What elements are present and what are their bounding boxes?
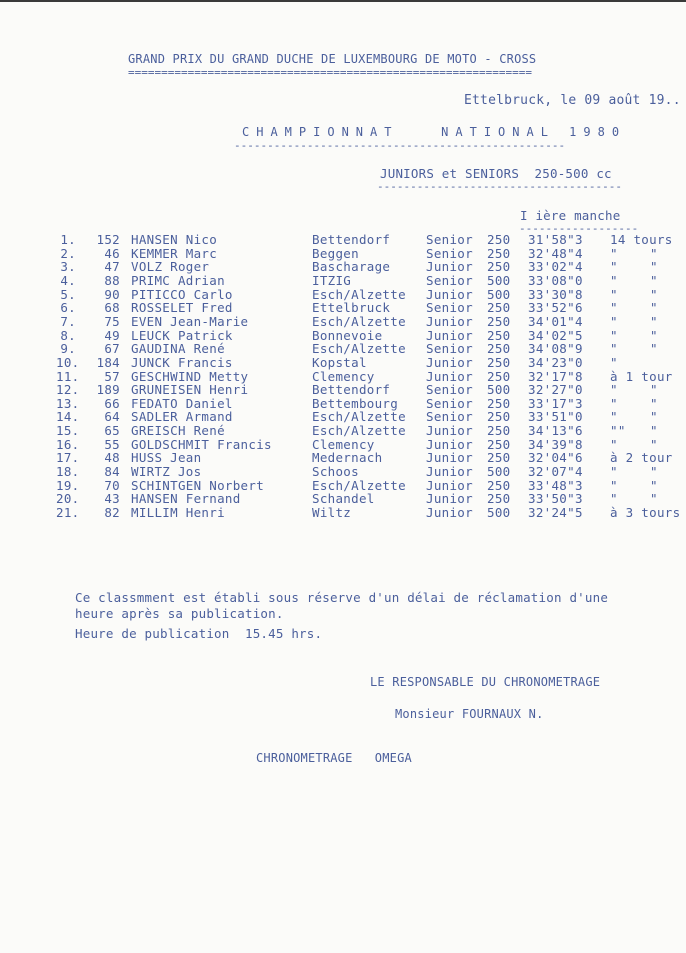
heat-title: I ière manche xyxy=(520,208,621,223)
result-rank: 16. xyxy=(56,436,80,452)
result-rank: 12. xyxy=(56,382,80,398)
championship-underline: -------------------------------------------------- xyxy=(234,139,566,152)
result-row xyxy=(0,246,686,260)
result-row xyxy=(0,409,686,423)
result-rank: 11. xyxy=(56,368,80,384)
result-club: Clemency xyxy=(312,368,375,384)
result-category: Junior xyxy=(426,477,473,493)
result-number: 66 xyxy=(104,395,120,411)
result-number: 67 xyxy=(104,341,120,357)
result-club: Bettendorf xyxy=(312,382,391,398)
result-rider: EVEN Jean-Marie xyxy=(131,313,249,329)
result-rider: FEDATO Daniel xyxy=(131,395,233,411)
result-laps: " xyxy=(610,464,618,480)
result-number: 48 xyxy=(104,450,120,466)
result-cc: 500 xyxy=(487,464,511,480)
result-time: 33'30"8 xyxy=(528,286,583,302)
result-number: 46 xyxy=(104,245,120,261)
result-club: Esch/Alzette xyxy=(312,313,406,329)
result-category: Junior xyxy=(426,286,473,302)
result-rider: LEUCK Patrick xyxy=(131,327,233,343)
result-rank: 10. xyxy=(56,354,80,370)
result-laps: " xyxy=(610,313,618,329)
result-row xyxy=(0,478,686,492)
result-cc: 250 xyxy=(487,232,511,247)
result-cc: 250 xyxy=(487,423,511,439)
result-cc: 250 xyxy=(487,477,511,493)
result-number: 57 xyxy=(104,368,120,384)
result-number: 75 xyxy=(104,313,120,329)
result-laps: " xyxy=(610,245,618,261)
result-club: Clemency xyxy=(312,436,375,452)
signatory: Monsieur FOURNAUX N. xyxy=(395,707,544,721)
result-rider: GAUDINA René xyxy=(131,341,225,357)
result-number: 189 xyxy=(96,382,120,398)
result-laps: " xyxy=(610,382,618,398)
result-club: Schandel xyxy=(312,491,375,507)
result-rank: 17. xyxy=(56,450,80,466)
result-cc: 250 xyxy=(487,450,511,466)
result-rider: JUNCK Francis xyxy=(131,354,233,370)
result-category: Junior xyxy=(426,368,473,384)
result-rank: 19. xyxy=(56,477,80,493)
result-time: 34'23"0 xyxy=(528,354,583,370)
timing-responsible: LE RESPONSABLE DU CHRONOMETRAGE xyxy=(370,675,601,689)
result-rider: MILLIM Henri xyxy=(131,505,225,520)
result-row xyxy=(0,314,686,328)
result-laps: " xyxy=(610,300,618,316)
result-category: Senior xyxy=(426,272,473,288)
result-category: Junior xyxy=(426,464,473,480)
result-club: Kopstal xyxy=(312,354,367,370)
result-laps: " xyxy=(610,354,618,370)
reserve-note-line1: Ce classmment est établi sous réserve d'un délai de réclamation d'une xyxy=(75,590,609,605)
result-rank: 18. xyxy=(56,464,80,480)
result-cc: 250 xyxy=(487,491,511,507)
result-row xyxy=(0,300,686,314)
result-club: Esch/Alzette xyxy=(312,409,406,425)
result-rank: 20. xyxy=(56,491,80,507)
result-laps-ditto: " xyxy=(650,300,658,316)
result-club: Beggen xyxy=(312,245,359,261)
result-time: 34'02"5 xyxy=(528,327,583,343)
result-laps-ditto: " xyxy=(650,395,658,411)
result-laps: " xyxy=(610,286,618,302)
result-club: Bettembourg xyxy=(312,395,399,411)
result-number: 184 xyxy=(96,354,120,370)
result-laps: à 2 tour xyxy=(610,450,673,466)
result-rank: 7. xyxy=(60,313,76,329)
result-time: 32'04"6 xyxy=(528,450,583,466)
result-time: 34'01"4 xyxy=(528,313,583,329)
publication-time: Heure de publication 15.45 hrs. xyxy=(75,626,323,641)
result-rider: KEMMER Marc xyxy=(131,245,218,261)
result-row xyxy=(0,287,686,301)
result-cc: 500 xyxy=(487,382,511,398)
result-rank: 14. xyxy=(56,409,80,425)
result-laps-ditto: " xyxy=(650,245,658,261)
result-cc: 250 xyxy=(487,395,511,411)
class-title: JUNIORS et SENIORS 250-500 cc xyxy=(380,166,612,181)
result-cc: 250 xyxy=(487,300,511,316)
result-category: Junior xyxy=(426,259,473,275)
result-number: 82 xyxy=(104,505,120,520)
result-rider: GRUNEISEN Henri xyxy=(131,382,249,398)
result-category: Senior xyxy=(426,245,473,261)
result-category: Senior xyxy=(426,341,473,357)
result-row xyxy=(0,505,686,519)
result-row xyxy=(0,232,686,246)
result-laps-ditto: " xyxy=(650,341,658,357)
result-number: 152 xyxy=(96,232,120,247)
championship-title: CHAMPIONNAT NATIONAL 1980 xyxy=(242,125,627,139)
result-time: 32'24"5 xyxy=(528,505,583,520)
result-rank: 5. xyxy=(60,286,76,302)
result-rider: PITICCO Carlo xyxy=(131,286,233,302)
result-category: Senior xyxy=(426,395,473,411)
result-number: 88 xyxy=(104,272,120,288)
result-laps: " xyxy=(610,477,618,493)
result-club: Medernach xyxy=(312,450,383,466)
result-cc: 250 xyxy=(487,354,511,370)
result-laps: "" xyxy=(610,423,626,439)
result-rider: SCHINTGEN Norbert xyxy=(131,477,265,493)
class-underline: ------------------------------------- xyxy=(377,180,623,193)
result-club: Bettendorf xyxy=(312,232,391,247)
result-cc: 500 xyxy=(487,286,511,302)
result-rider: WIRTZ Jos xyxy=(131,464,202,480)
result-time: 31'58"3 xyxy=(528,232,583,247)
result-laps: " xyxy=(610,259,618,275)
result-laps: " xyxy=(610,341,618,357)
result-category: Senior xyxy=(426,409,473,425)
result-cc: 500 xyxy=(487,505,511,520)
result-time: 33'48"3 xyxy=(528,477,583,493)
result-rank: 13. xyxy=(56,395,80,411)
result-category: Junior xyxy=(426,423,473,439)
result-row xyxy=(0,396,686,410)
result-row xyxy=(0,328,686,342)
result-row xyxy=(0,437,686,451)
result-rank: 4. xyxy=(60,272,76,288)
result-club: Ettelbruck xyxy=(312,300,391,316)
result-cc: 250 xyxy=(487,313,511,329)
result-row xyxy=(0,450,686,464)
result-laps: à 1 tour xyxy=(610,368,673,384)
result-number: 65 xyxy=(104,423,120,439)
result-row xyxy=(0,259,686,273)
result-number: 47 xyxy=(104,259,120,275)
result-rider: GREISCH René xyxy=(131,423,225,439)
result-category: Senior xyxy=(426,300,473,316)
result-cc: 250 xyxy=(487,245,511,261)
result-time: 33'51"0 xyxy=(528,409,583,425)
result-time: 34'39"8 xyxy=(528,436,583,452)
result-cc: 500 xyxy=(487,272,511,288)
result-laps-ditto: " xyxy=(650,464,658,480)
result-rank: 3. xyxy=(60,259,76,275)
result-number: 68 xyxy=(104,300,120,316)
result-row xyxy=(0,369,686,383)
result-laps-ditto: " xyxy=(650,423,658,439)
result-laps-ditto: " xyxy=(650,477,658,493)
result-rank: 15. xyxy=(56,423,80,439)
result-row xyxy=(0,382,686,396)
result-laps: 14 tours xyxy=(610,232,673,247)
result-rank: 9. xyxy=(60,341,76,357)
result-category: Senior xyxy=(426,232,473,247)
result-club: Schoos xyxy=(312,464,359,480)
result-category: Junior xyxy=(426,491,473,507)
result-cc: 250 xyxy=(487,341,511,357)
place-date: Ettelbruck, le 09 août 19.. xyxy=(464,93,681,108)
heat-underline: ------------------ xyxy=(519,222,639,235)
result-laps-ditto: " xyxy=(650,436,658,452)
result-category: Junior xyxy=(426,354,473,370)
result-cc: 250 xyxy=(487,368,511,384)
result-rider: PRIMC Adrian xyxy=(131,272,225,288)
result-number: 49 xyxy=(104,327,120,343)
result-number: 43 xyxy=(104,491,120,507)
result-club: ITZIG xyxy=(312,272,352,288)
result-laps: " xyxy=(610,272,618,288)
result-club: Bonnevoie xyxy=(312,327,383,343)
result-laps: " xyxy=(610,327,618,343)
result-time: 33'02"4 xyxy=(528,259,583,275)
result-category: Junior xyxy=(426,505,473,520)
result-category: Senior xyxy=(426,382,473,398)
result-time: 32'48"4 xyxy=(528,245,583,261)
result-laps-ditto: " xyxy=(650,272,658,288)
result-laps: à 3 tours xyxy=(610,505,681,520)
result-row xyxy=(0,355,686,369)
result-number: 64 xyxy=(104,409,120,425)
result-time: 33'08"0 xyxy=(528,272,583,288)
result-time: 33'50"3 xyxy=(528,491,583,507)
result-time: 32'17"8 xyxy=(528,368,583,384)
result-number: 70 xyxy=(104,477,120,493)
result-row xyxy=(0,464,686,478)
result-time: 34'08"9 xyxy=(528,341,583,357)
page-edge xyxy=(0,0,686,2)
result-category: Junior xyxy=(426,313,473,329)
result-rank: 6. xyxy=(60,300,76,316)
result-rank: 1. xyxy=(60,232,76,247)
result-rider: HANSEN Nico xyxy=(131,232,218,247)
result-rider: GOLDSCHMIT Francis xyxy=(131,436,272,452)
result-laps: " xyxy=(610,395,618,411)
result-rider: HANSEN Fernand xyxy=(131,491,241,507)
result-laps-ditto: " xyxy=(650,409,658,425)
result-laps-ditto: " xyxy=(650,491,658,507)
result-cc: 250 xyxy=(487,436,511,452)
result-club: Wiltz xyxy=(312,505,352,520)
result-cc: 250 xyxy=(487,259,511,275)
result-laps-ditto: " xyxy=(650,313,658,329)
result-time: 33'52"6 xyxy=(528,300,583,316)
result-rank: 2. xyxy=(60,245,76,261)
result-time: 34'13"6 xyxy=(528,423,583,439)
result-laps: " xyxy=(610,436,618,452)
reserve-note-line2: heure après sa publication. xyxy=(75,606,284,621)
result-time: 32'07"4 xyxy=(528,464,583,480)
result-row xyxy=(0,423,686,437)
result-time: 32'27"0 xyxy=(528,382,583,398)
result-row xyxy=(0,341,686,355)
result-club: Esch/Alzette xyxy=(312,477,406,493)
result-row xyxy=(0,491,686,505)
result-laps-ditto: " xyxy=(650,259,658,275)
result-category: Junior xyxy=(426,436,473,452)
result-club: Esch/Alzette xyxy=(312,341,406,357)
result-cc: 250 xyxy=(487,409,511,425)
result-number: 90 xyxy=(104,286,120,302)
result-rider: ROSSELET Fred xyxy=(131,300,233,316)
result-time: 33'17"3 xyxy=(528,395,583,411)
result-laps: " xyxy=(610,491,618,507)
result-rider: HUSS Jean xyxy=(131,450,202,466)
result-laps-ditto: " xyxy=(650,327,658,343)
result-number: 84 xyxy=(104,464,120,480)
result-rank: 21. xyxy=(56,505,80,520)
event-title: GRAND PRIX DU GRAND DUCHE DE LUXEMBOURG DE MOTO - CROSS xyxy=(128,52,537,66)
result-club: Bascharage xyxy=(312,259,391,275)
result-row xyxy=(0,273,686,287)
result-category: Junior xyxy=(426,327,473,343)
result-cc: 250 xyxy=(487,327,511,343)
result-rider: VOLZ Roger xyxy=(131,259,210,275)
result-category: Junior xyxy=(426,450,473,466)
timing-provider: CHRONOMETRAGE OMEGA xyxy=(256,751,412,765)
result-club: Esch/Alzette xyxy=(312,423,406,439)
result-number: 55 xyxy=(104,436,120,452)
result-rider: GESCHWIND Metty xyxy=(131,368,249,384)
event-title-underline: ============================================================= xyxy=(128,66,532,79)
result-laps-ditto: " xyxy=(650,382,658,398)
result-rank: 8. xyxy=(60,327,76,343)
result-laps-ditto: " xyxy=(650,286,658,302)
result-laps: " xyxy=(610,409,618,425)
result-rider: SADLER Armand xyxy=(131,409,233,425)
result-club: Esch/Alzette xyxy=(312,286,406,302)
